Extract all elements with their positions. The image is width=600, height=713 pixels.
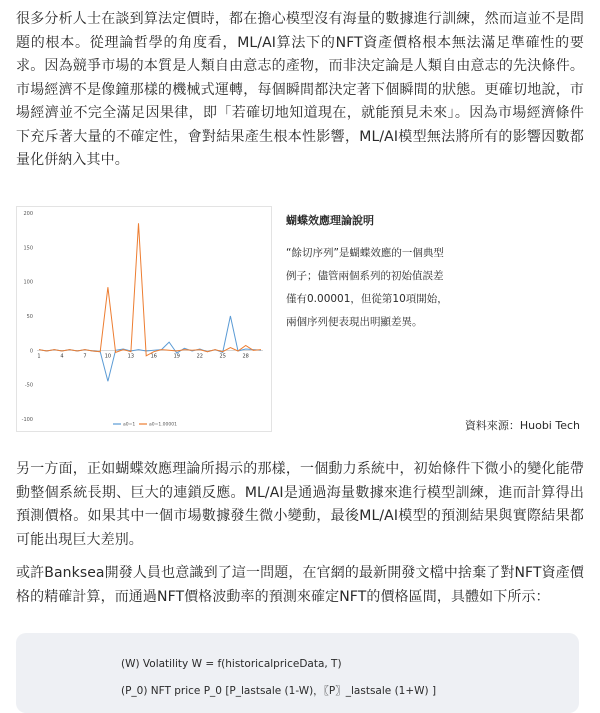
figure-description-line: 例子；儘管兩個系列的初始值誤差 <box>286 270 444 282</box>
legend-label-2: a0=1.00001 <box>149 422 177 428</box>
x-tick-label: 19 <box>173 353 180 360</box>
y-tick-label: -100 <box>21 417 33 423</box>
x-tick-label: 28 <box>242 353 249 360</box>
x-tick-label: 4 <box>60 353 64 360</box>
butterfly-chart <box>16 206 272 432</box>
figure-description-line: 僅有0.00001，但從第10項開始， <box>286 293 448 305</box>
y-tick-label: 100 <box>23 279 33 286</box>
x-tick-label: 16 <box>150 353 158 360</box>
x-tick-label: 7 <box>83 353 87 360</box>
series-line-2 <box>39 223 261 355</box>
chart-plot <box>17 207 271 431</box>
x-tick-label: 1 <box>37 353 41 360</box>
x-tick-label: 10 <box>104 353 112 360</box>
y-tick-label: -50 <box>24 382 33 389</box>
legend-label-1: a0=1 <box>123 422 136 428</box>
paragraph-butterfly: 另一方面，正如蝴蝶效應理論所揭示的那樣，一個動力系統中，初始條件下微小的變化能帶動整個系統長期、巨大的連鎖反應。ML/AI是通過海量數據來進行模型訓練，進而計算得出預測價格。如果其中一個市場數據發生微小變動，最後ML/AI模型的預測結果與實際結果都可能出現巨大差別。 <box>16 461 584 548</box>
y-tick-label: 0 <box>29 348 33 355</box>
x-tick-label: 13 <box>127 353 135 360</box>
formula-volatility: (W) Volatility W = f(historicalpriceData, T) <box>121 658 342 670</box>
figure-title: 蝴蝶效應理論說明 <box>286 214 374 227</box>
y-tick-label: 150 <box>23 245 33 252</box>
figure-description <box>286 242 486 334</box>
figure-description-line: 兩個序列便表現出明顯差異。 <box>286 316 423 328</box>
x-tick-label: 22 <box>196 353 203 360</box>
formula-block <box>16 633 579 713</box>
formula-price: (P_0) NFT price P_0 [P_lastsale (1-W)，〖P〗_lastsale (1+W) ] <box>121 685 437 697</box>
x-tick-label: 25 <box>219 353 226 360</box>
y-tick-label: 200 <box>23 211 33 217</box>
paragraph-intro: 很多分析人士在談到算法定價時，都在擔心模型沒有海量的數據進行訓練，然而這並不是問題的根本。從理論哲學的角度看，ML/AI算法下的NFT資產價格根本無法滿足準確性的要求。因為競爭市場的本質是人類自由意志的產物，而非決定論是人類自由意志的先決條件。市場經濟不是像鐘那樣的機械式運轉，每個瞬間都決定著下個瞬間的狀態。更確切地說，市場經濟並不完全滿足因果律，即「若確切地知道現在，就能預見未來」。因為市場經濟條件下充斥著大量的不確定性，會對結果產生根本性影響，ML/AI模型無法將所有的影響因數都量化併納入其中。 <box>16 11 584 168</box>
y-tick-label: 50 <box>26 314 33 320</box>
figure-description-line: “餘切序列”是蝴蝶效應的一個典型 <box>286 247 444 259</box>
paragraph-banksea: 或許Banksea開發人員也意識到了這一問題，在官網的最新開發文檔中捨棄了對NFT資產價格的精確計算，而通過NFT價格波動率的預測來確定NFT的價格區間，具體如下所示： <box>16 565 584 605</box>
figure-source: 資料來源：Huobi Tech <box>464 419 580 432</box>
